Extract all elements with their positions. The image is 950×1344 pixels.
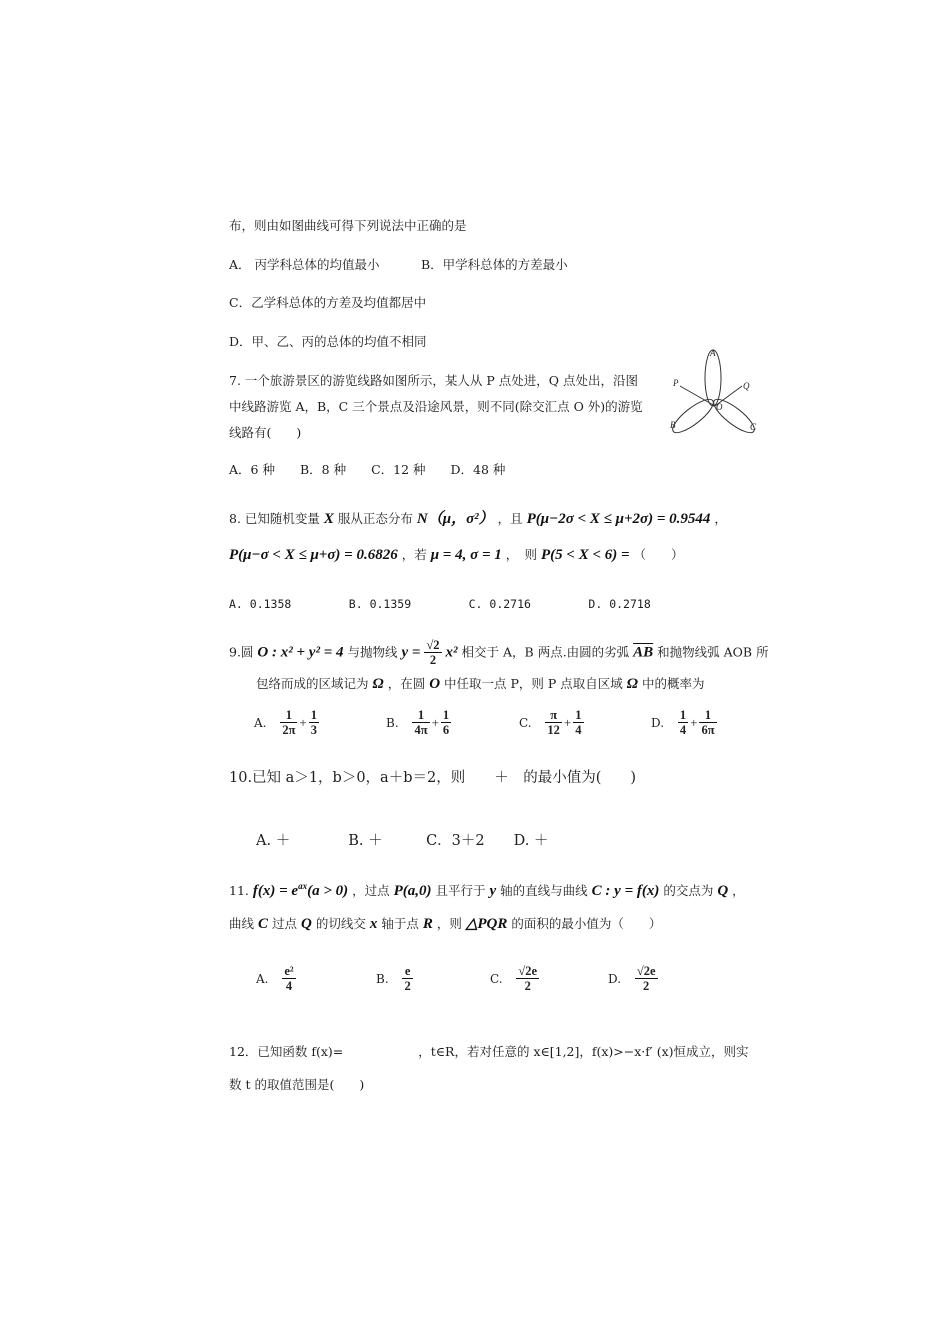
q9-line-2: 包络而成的区域记为 Ω ，在圆 O 中任取一点 P，则 P 点取自区域 Ω 中的概率为 xyxy=(256,676,705,692)
q11-line-2: 曲线 C 过点 Q 的切线交 x 轴于点 R ，则 △PQR 的面积的最小值为（ ） xyxy=(229,916,662,932)
label-o: O xyxy=(716,402,723,412)
q6-stem: 布，则由如图曲线可得下列说法中正确的是 xyxy=(229,218,467,233)
q9-option-d: D. $\frac{1}{4}$ + $\frac{1}{6\pi}$ xyxy=(651,708,715,738)
normal-distribution: N（μ，σ²） xyxy=(416,511,494,527)
circle-equation: O : x² + y² = 4 xyxy=(257,644,344,661)
q8-line-2: P(μ−σ < X ≤ μ+σ) = 0.6826 ，若 μ = 4, σ = 1 ， 则 P(5 < X < 6) = （ ） xyxy=(229,547,684,563)
q6-option-d: D．甲、乙、丙的总体的均值不相同 xyxy=(229,334,427,349)
q8-line-1: 8. 已知随机变量 X 服从正态分布 N（μ，σ²） ，且 P(μ−2σ < X ≤ μ+2σ) = 0.9544 ， xyxy=(229,511,727,527)
q7-line-1: 7. 一个旅游景区的游览线路如图所示，某人从 P 点处进，Q 点处出，沿图 xyxy=(229,373,638,388)
q11-option-a: A. $\frac{\text{e²}}{4}$ xyxy=(256,964,294,994)
q6-option-c: C．乙学科总体的方差及均值都居中 xyxy=(229,295,427,310)
q11-option-d: D. $\frac{√2e}{2}$ xyxy=(608,964,656,994)
prob-1sigma: P(μ−σ < X ≤ μ+σ) = 0.6826 xyxy=(229,547,398,563)
label-p: P xyxy=(673,378,679,388)
q9-option-c: C. $\frac{\pi}{12}$ + $\frac{1}{4}$ xyxy=(519,708,582,738)
param-condition: μ = 4, σ = 1 xyxy=(430,547,502,563)
q11-option-c: C. $\frac{√2e}{2}$ xyxy=(490,964,538,994)
tour-route-figure xyxy=(664,344,764,436)
q9-option-b: B. $\frac{1}{4\pi}$ + $\frac{1}{6}$ xyxy=(386,708,450,738)
label-a: A xyxy=(710,348,716,358)
prob-2sigma: P(μ−2σ < X ≤ μ+2σ) = 0.9544 xyxy=(526,511,711,527)
parabola-coefficient: $\frac{√2}{2}$ xyxy=(426,638,440,668)
q10-stem: 10.已知 a＞1，b＞0，a＋b＝2，则 ＋ 的最小值为( ) xyxy=(229,770,637,786)
q12-line-1: 12．已知函数 f(x)= ，t∈R，若对任意的 x∈[1,2]，f(x)>−x·f′ (x)恒成立，则实 xyxy=(229,1044,749,1059)
q11-option-b: B. $\frac{e}{2}$ xyxy=(376,964,411,994)
q9-line-1: 9.圆 O : x² + y² = 4 与抛物线 y = $\frac{√2}{2}$ x² 相交于 A，B 两点.由圆的劣弧 $\overline{AB}$ 和抛物线弧 AOB 所 xyxy=(229,638,769,668)
function-f: $f(x) = e^{ax}(a > 0)$ xyxy=(252,881,349,899)
minor-arc-ab: $\overline{AB}$ xyxy=(633,644,654,661)
loop-a xyxy=(705,350,721,406)
q12-line-2: 数 t 的取值范围是( ) xyxy=(229,1077,365,1092)
region-omega: Ω xyxy=(372,676,384,692)
q9-option-a: A. $\frac{1}{2\pi}$ + $\frac{1}{3}$ xyxy=(254,708,318,738)
q7-line-3: 线路有( ) xyxy=(229,425,302,440)
q10-options: A. ＋ B. ＋ C．3＋2 D. ＋ xyxy=(256,833,549,849)
q6-option-a: A． 丙学科总体的均值最小 xyxy=(229,257,380,272)
random-variable-x: X xyxy=(323,511,334,527)
target-prob: P(5 < X < 6) = xyxy=(540,547,630,563)
q7-options: A．6 种 B．8 种 C．12 种 D．48 种 xyxy=(229,462,506,477)
q8-options: A. 0.1358 B. 0.1359 C. 0.2716 D. 0.2718 xyxy=(229,597,651,611)
label-b: B xyxy=(670,420,676,430)
q6-option-b: B．甲学科总体的方差最小 xyxy=(421,257,568,272)
loop-b xyxy=(668,394,717,436)
q7-line-2: 中线路游览 A，B，C 三个景点及沿途风景，则不同(除交汇点 O 外)的游览 xyxy=(229,399,643,414)
label-c: C xyxy=(750,422,757,432)
label-q: Q xyxy=(743,381,750,391)
q11-line-1: 11. $f(x) = e^{ax}(a > 0)$ ，过点 P(a,0) 且平行于 y 轴的直线与曲线 C : y = f(x) 的交点为 Q ， xyxy=(229,881,745,899)
